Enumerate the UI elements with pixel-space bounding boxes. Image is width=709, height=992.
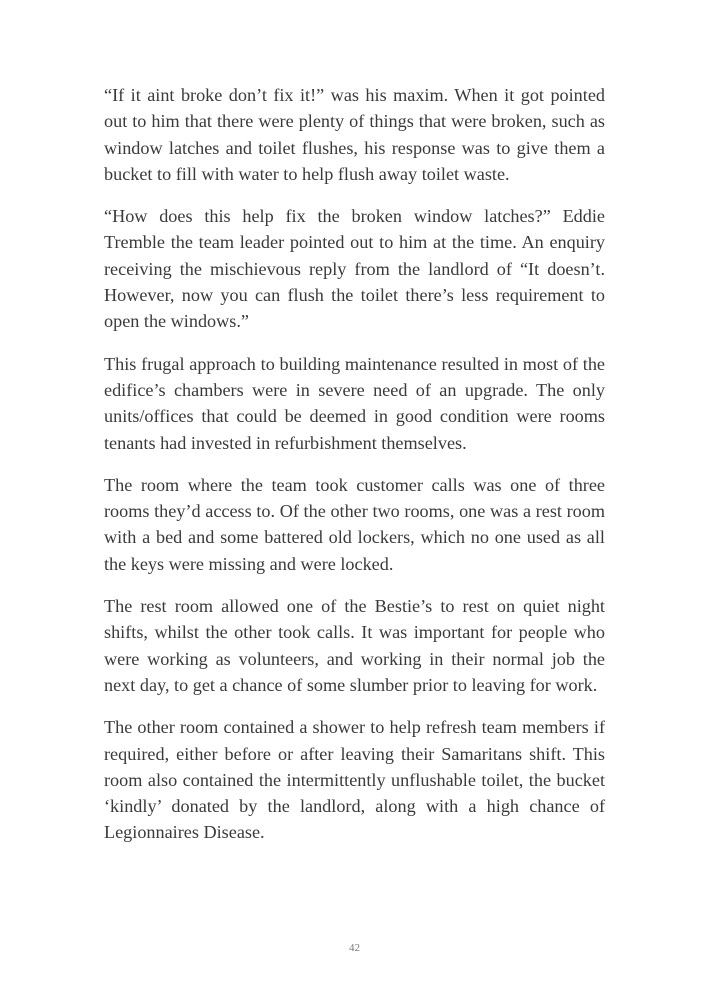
paragraph-call-room: The room where the team took customer calls was one of three rooms they’d access to. Of the other two rooms, one was a rest room with a bed and some battered old lockers, which no one used as all the keys were missing and were locked. (104, 474, 605, 574)
paragraph-rest-room: The rest room allowed one of the Bestie’s to rest on quiet night shifts, whilst the other took calls. It was important for people who were working as volunteers, and working in their normal job the next day, to get a chance of some slumber prior to leaving for work. (104, 596, 605, 695)
paragraph-shower-room: The other room contained a shower to help refresh team members if required, either before or after leaving their Samaritans shift. This room also contained the intermittently unflushable toilet, the bucket ‘kindly’ donated by the landlord, along with a high chance of Legionnaires Disease. (104, 717, 605, 843)
paragraph-window-latches: “How does this help fix the broken window latches?” Eddie Tremble the team leader pointed out to him at the time. An enquiry receiving the mischievous reply from the landlord of “It doesn’t. However, now you can flush the toilet there’s less requirement to open the windows.” (104, 206, 605, 332)
paragraph-maxim: “If it aint broke don’t fix it!” was his maxim. When it got pointed out to him that there were plenty of things that were broken, such as window latches and toilet flushes, his response was to give them a bucket to fill with water to help flush away toilet waste. (104, 85, 605, 184)
page-body (104, 82, 605, 862)
paragraph-frugal-approach: This frugal approach to building maintenance resulted in most of the edifice’s chambers were in severe need of an upgrade. The only units/offices that could be deemed in good condition were rooms tenants had invested in refurbishment themselves. (104, 353, 605, 453)
page-number: 42 (349, 942, 360, 954)
